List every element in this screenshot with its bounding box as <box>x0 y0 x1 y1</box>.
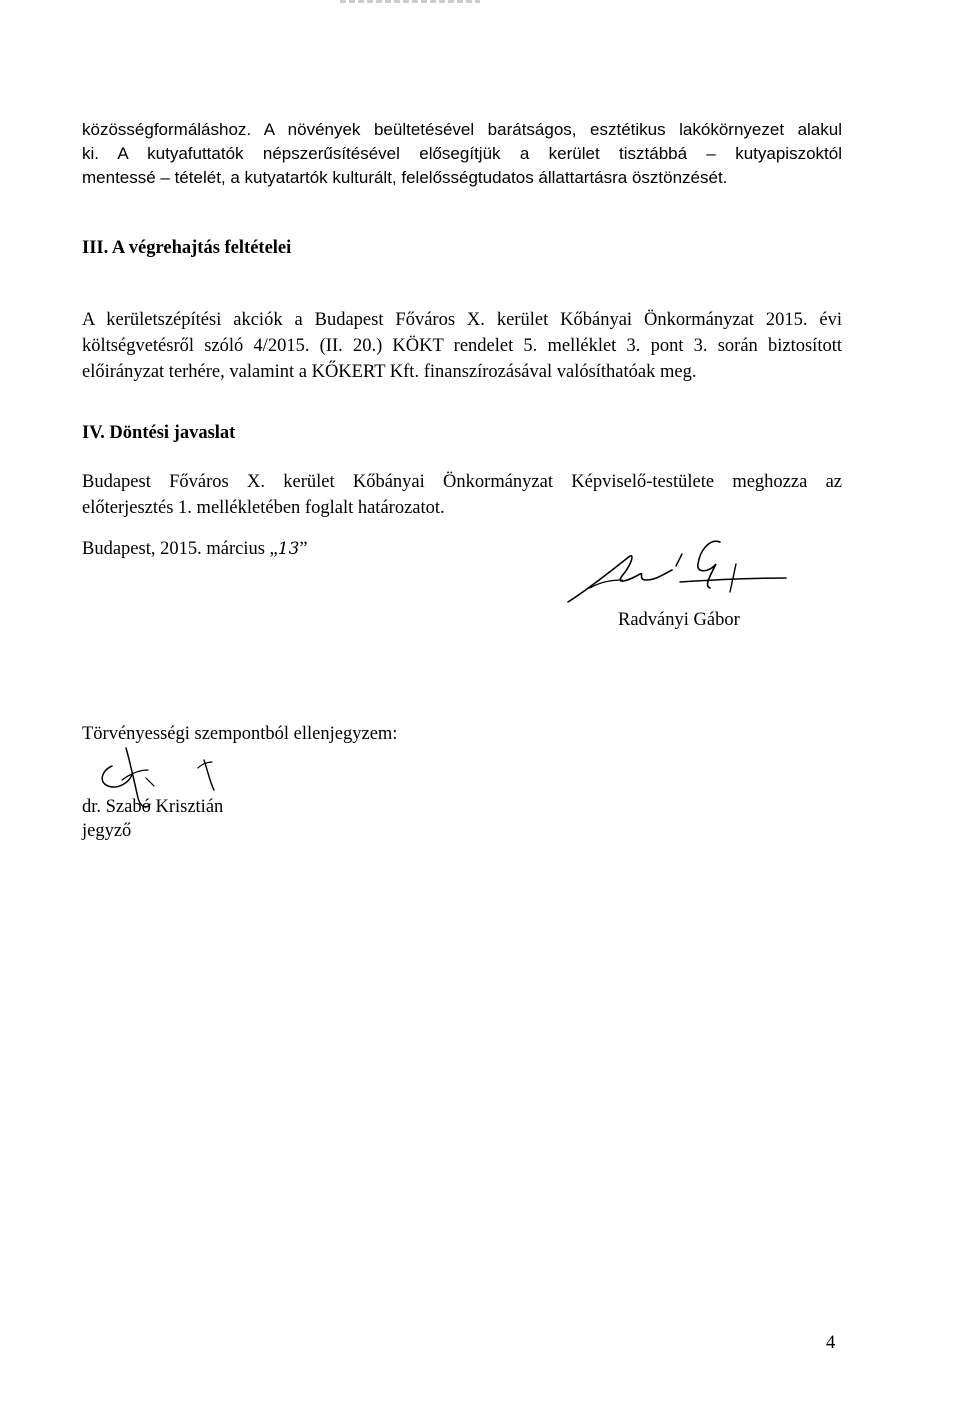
intro-line-3: mentessé – tételét, a kutyatartók kulturált, felelősségtudatos állattartásra ösztönzését. <box>82 168 728 187</box>
date-close-quote: ” <box>299 539 308 559</box>
date-text: Budapest, 2015. március „ <box>82 539 278 559</box>
date-line <box>82 539 308 560</box>
page-number: 4 <box>826 1333 836 1353</box>
intro-line-1: közösségformáláshoz. A növények beültetésével barátságos, esztétikus lakókörnyezet alakul <box>82 120 842 139</box>
section-3-paragraph <box>82 307 842 385</box>
legal-title: jegyző <box>82 821 132 841</box>
section-4-heading: IV. Döntési javaslat <box>82 423 236 443</box>
legal-name: dr. Szabó Krisztián <box>82 797 224 817</box>
section-3-line-1: A kerületszépítési akciók a Budapest Főváros X. kerület Kőbányai Önkormányzat 2015. évi <box>82 310 842 330</box>
signer-name: Radványi Gábor <box>618 610 740 630</box>
handwritten-day: 13 <box>277 539 300 559</box>
intro-paragraph <box>82 118 842 190</box>
section-4-line-2: előterjesztés 1. mellékletében foglalt határozatot. <box>82 498 445 518</box>
signature-radvanyi <box>560 530 790 610</box>
scan-artifact <box>340 0 480 3</box>
section-4-paragraph <box>82 469 842 521</box>
intro-line-2: ki. A kutyafuttatók népszerűsítésével elősegítjük a kerület tisztábbá – kutyapiszoktól <box>82 144 842 163</box>
section-3-line-3: előirányzat terhére, valamint a KŐKERT Kft. finanszírozásával valósíthatóak meg. <box>82 362 697 382</box>
section-3-heading: III. A végrehajtás feltételei <box>82 238 292 258</box>
section-3-line-2: költségvetésről szóló 4/2015. (II. 20.) KÖKT rendelet 5. melléklet 3. pont 3. során biztosított <box>82 336 842 356</box>
section-4-line-1: Budapest Főváros X. kerület Kőbányai Önkormányzat Képviselő-testülete meghozza az <box>82 472 842 492</box>
legal-label: Törvényességi szempontból ellenjegyzem: <box>82 724 398 744</box>
